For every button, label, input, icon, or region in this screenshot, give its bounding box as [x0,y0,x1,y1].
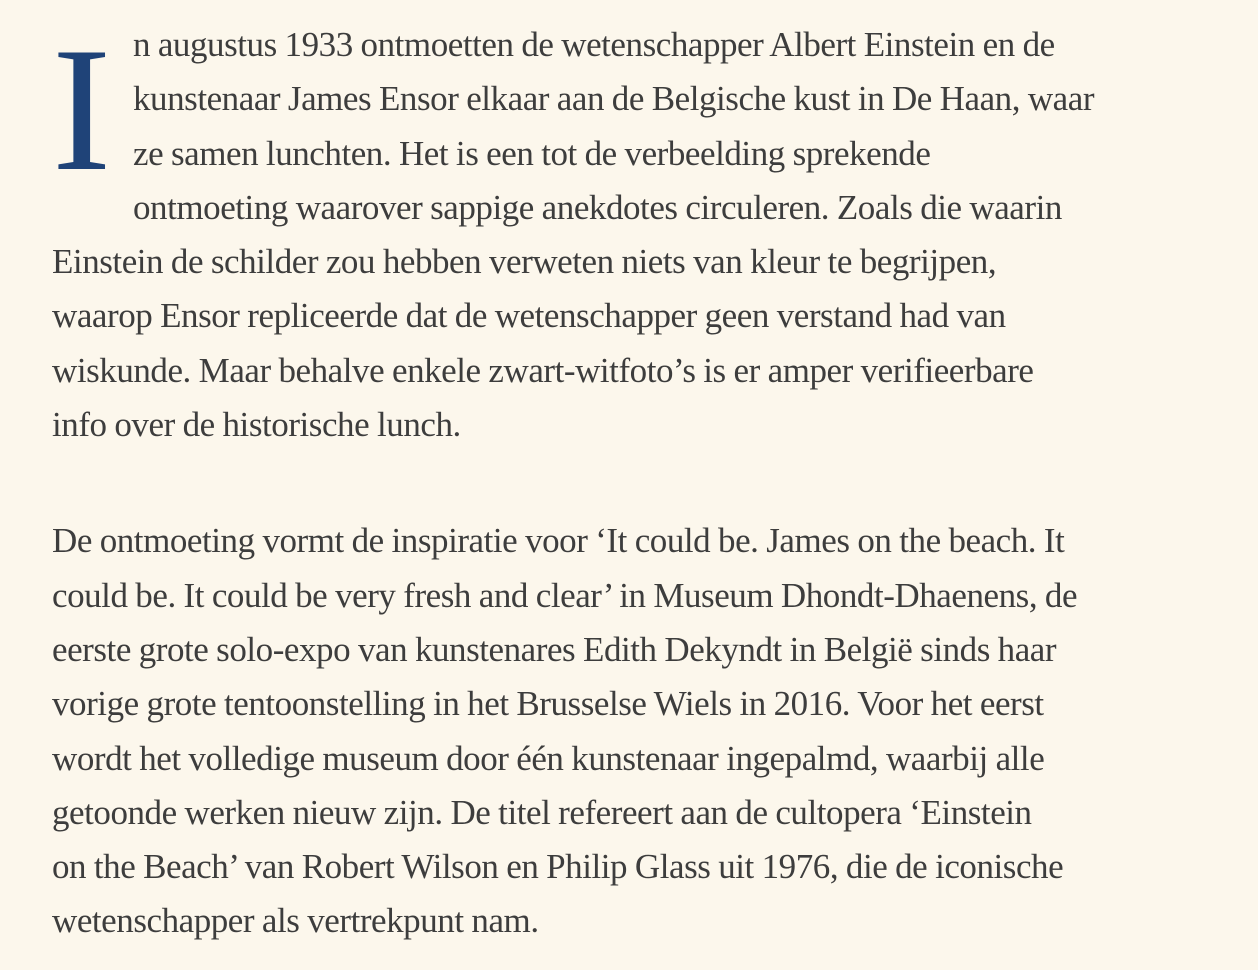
paragraph-2 [52,514,1252,948]
paragraph-line: on the Beach’ van Robert Wilson en Philip Glass uit 1976, die de iconische [52,847,1064,887]
paragraph-line: Einstein de schilder zou hebben verweten niets van kleur te begrijpen, [52,242,997,282]
paragraph-line: wiskunde. Maar behalve enkele zwart-witfoto’s is er amper verifieerbare [52,350,1034,390]
paragraph-line: ze samen lunchten. Het is een tot de verbeelding sprekende [133,133,931,173]
paragraph-line: could be. It could be very fresh and clear’ in Museum Dhondt-Dhaenens, de [52,575,1078,615]
paragraph-line: wordt het volledige museum door één kunstenaar ingepalmd, waarbij alle [52,738,1045,778]
paragraph-line: vorige grote tentoonstelling in het Brusselse Wiels in 2016. Voor het eerst [52,684,1044,724]
paragraph-line: wetenschapper als vertrekpunt nam. [52,901,539,941]
paragraph-line: info over de historische lunch. [52,405,461,445]
article-body [52,10,1252,949]
paragraph-line: n augustus 1933 ontmoetten de wetenschapper Albert Einstein en de [133,25,1055,64]
paragraph-line: eerste grote solo-expo van kunstenares Edith Dekyndt in België sinds haar [52,629,1057,669]
paragraph-1 [52,10,1252,452]
drop-cap: I [52,10,112,208]
paragraph-line: waarop Ensor repliceerde dat de wetenschapper geen verstand had van [52,296,1006,336]
paragraph-line: De ontmoeting vormt de inspiratie voor ‘It could be. James on the beach. It [52,521,1065,561]
paragraph-line: getoonde werken nieuw zijn. De titel refereert aan de cultopera ‘Einstein [52,792,1032,832]
paragraph-line: ontmoeting waarover sappige anekdotes circuleren. Zoals die waarin [133,187,1062,227]
paragraph-line: kunstenaar James Ensor elkaar aan de Belgische kust in De Haan, waar [133,79,1095,119]
